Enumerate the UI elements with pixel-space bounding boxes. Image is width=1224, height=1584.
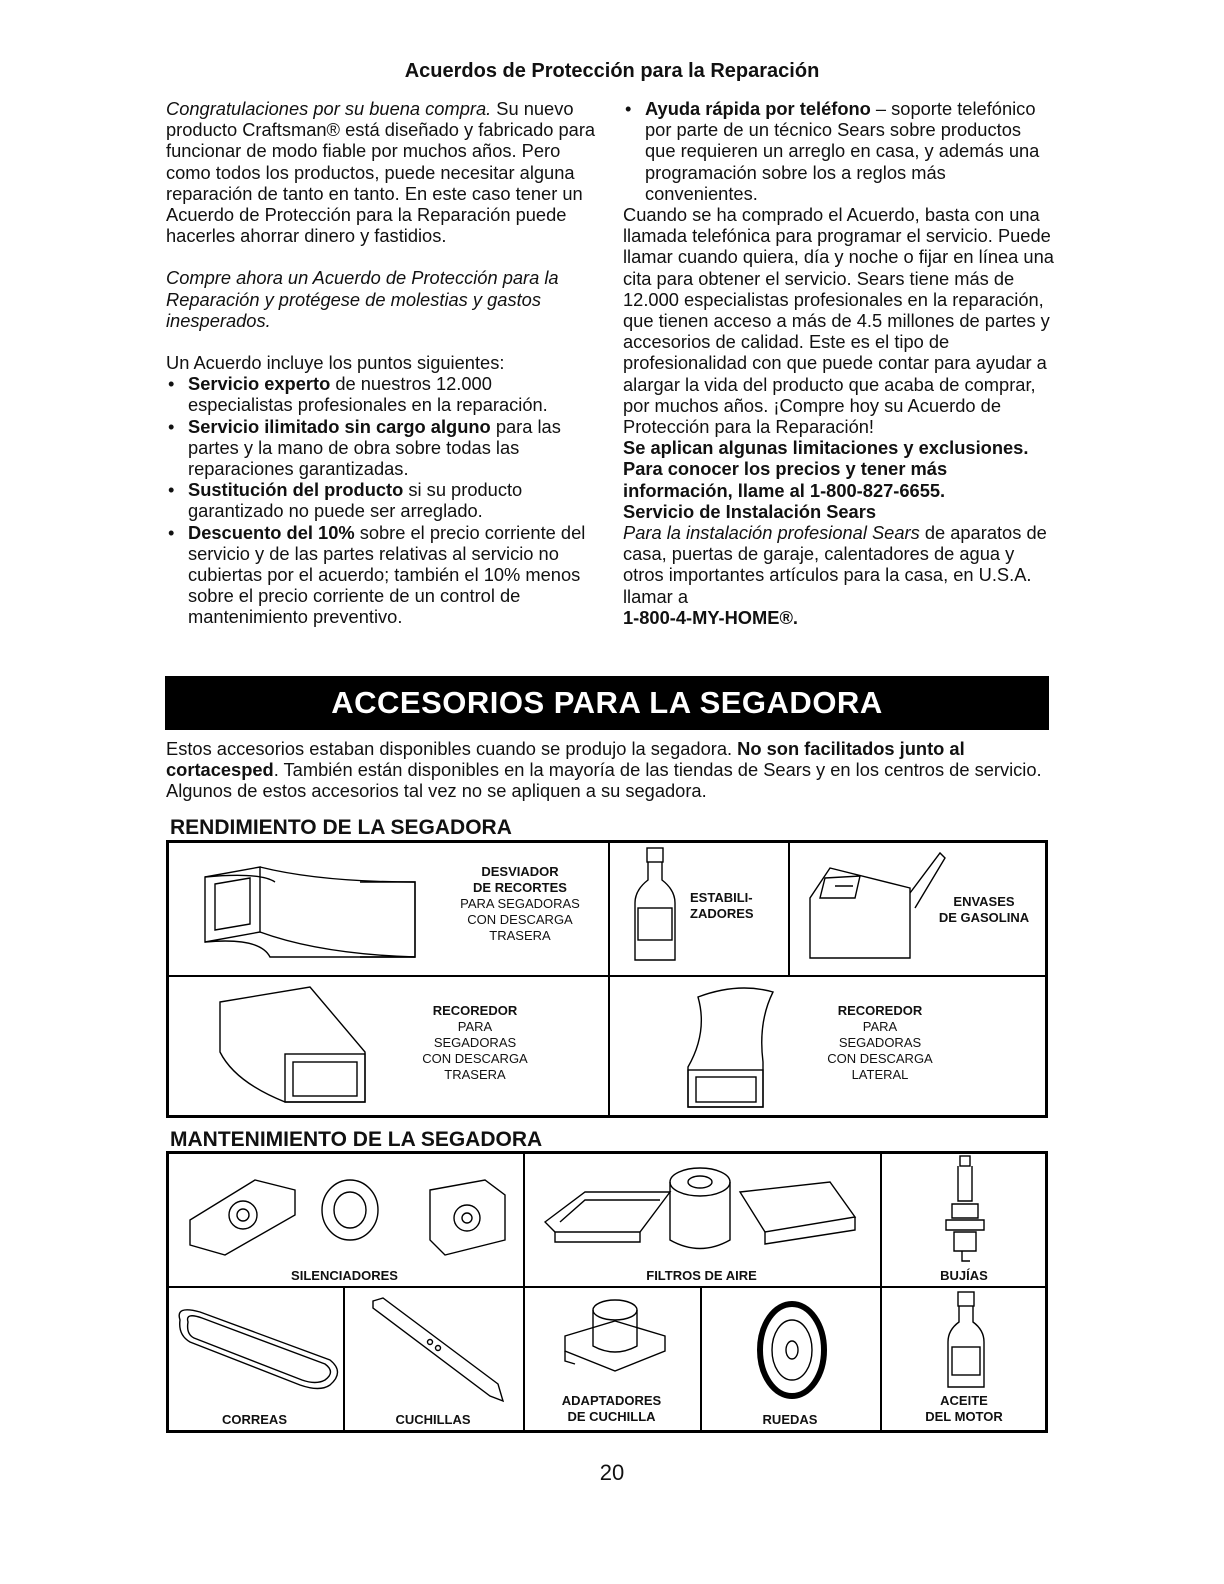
belt-icon [170, 1300, 345, 1395]
gas-can-label: ENVASES DE GASOLINA [938, 894, 1030, 925]
rear-bagger-icon [215, 982, 375, 1112]
includes-heading: Un Acuerdo incluye los puntos siguientes: [166, 352, 505, 374]
buy-now-paragraph: Compre ahora un Acuerdo de Protección para la Reparación y protégese de molestias y gastos inesperados. [166, 267, 559, 331]
deflector-icon [200, 862, 430, 962]
oil-bottle-icon [944, 1292, 988, 1392]
engine-oil-label: ACEITE DEL MOTOR [925, 1393, 1003, 1424]
side-bagger-label: RECOREDOR PARA SEGADORAS CON DESCARGA LATERAL [827, 1003, 933, 1082]
left-column [166, 98, 596, 628]
list-item: • Servicio ilimitado sin cargo alguno para las partes y la mano de obra sobre todas las reparaciones garantizadas. [166, 416, 596, 480]
list-item: • Ayuda rápida por teléfono – soporte telefónico por parte de un técnico Sears sobre productos que requieren un arreglo en casa, y además una programación sobre los a reglos más convenientes. [623, 98, 1055, 204]
service-paragraph: Cuando se ha comprado el Acuerdo, basta con una llamada telefónica para programar el servicio. Puede llamar cuando quiera, día y noche o fijar en línea una cita para obtener el servicio. Sears tiene más de 12.000 especialistas profesionales en la reparación, que tienen acceso a más de 4.5 millones de partes y accesorios de calidad. Este es el tipo de profesionalidad con que puede contar para ayudar a alargar la vida del producto que acaba de comprar, por muchos años. ¡Compre hoy su Acuerdo de Protección para la Reparación! [623, 204, 1054, 438]
spark-plugs-label: BUJÍAS [940, 1268, 988, 1283]
list-item: • Descuento del 10% sobre el precio corriente del servicio y de las partes relativas al servicio no cubiertas por el acuerdo; también el 10% menos sobre el precio corriente de un control de mantenimiento preventivo. [166, 522, 596, 628]
air-filter-icon [540, 1162, 860, 1262]
congrats-text: Congratulaciones por su buena compra. [166, 98, 492, 119]
blade-icon [368, 1296, 508, 1406]
list-item: • Servicio experto de nuestros 12.000 especialistas profesionales en la reparación. [166, 373, 596, 415]
installation-heading: Servicio de Instalación Sears [623, 500, 877, 522]
limitations-text: Se aplican algunas limitaciones y exclusiones. Para conocer los precios y tener más información, llame al 1-800-827-6655. [623, 437, 1029, 501]
list-item: • Sustitución del producto si su producto garantizado no puede ser arreglado. [166, 479, 596, 521]
section-performance-title: RENDIMIENTO DE LA SEGADORA [170, 816, 512, 839]
page-number: 20 [599, 1460, 625, 1485]
gas-can-icon [805, 848, 945, 963]
accessories-intro: Estos accesorios estaban disponibles cuando se produjo la segadora. No son facilitados junto al cortacesped. También están disponibles en la mayoría de las tiendas de Sears y en los centros de servicio. Algunos de estos accesorios tal vez no se apliquen a su segadora. [166, 738, 1042, 802]
right-column [623, 98, 1055, 628]
air-filters-label: FILTROS DE AIRE [646, 1268, 757, 1283]
phone-help-list [623, 98, 1055, 204]
side-bagger-icon [678, 982, 788, 1112]
wheel-icon [755, 1300, 830, 1400]
stabilizer-bottle-icon [630, 848, 680, 966]
intro-text: Su nuevo producto Craftsman® está diseñado y fabricado para funcionar de modo fiable por muchos años. Pero como todos los productos, puede necesitar alguna reparación de tanto en tanto. En este caso tener un Acuerdo de Protección para la Reparación puede hacerles ahorrar dinero y fastidios. [166, 98, 596, 247]
section-maintenance-title: MANTENIMIENTO DE LA SEGADORA [170, 1128, 543, 1151]
mufflers-label: SILENCIADORES [291, 1268, 398, 1283]
blades-label: CUCHILLAS [395, 1412, 471, 1427]
blade-adapters-label: ADAPTADORES DE CUCHILLA [561, 1393, 662, 1424]
rear-bagger-label: RECOREDOR PARA SEGADORAS CON DESCARGA TRASERA [422, 1003, 528, 1082]
installation-paragraph: Para la instalación profesional Sears de aparatos de casa, puertas de garaje, calentadores de agua y otros importantes artículos para la casa, en U.S.A. llamar a [623, 522, 1047, 607]
deflector-label: DESVIADOR DE RECORTES PARA SEGADORAS CON DESCARGA TRASERA [460, 864, 580, 943]
benefits-list [166, 373, 596, 627]
page-title: Acuerdos de Protección para la Reparación [404, 60, 820, 82]
spark-plug-icon [940, 1156, 990, 1266]
blade-adapter-icon [560, 1296, 670, 1386]
intro-paragraph [166, 98, 596, 246]
accessories-banner: ACCESORIOS PARA LA SEGADORA [165, 676, 1049, 730]
muffler-icon [185, 1170, 515, 1265]
belts-label: CORREAS [221, 1412, 287, 1427]
installation-phone: 1-800-4-MY-HOME®. [623, 606, 798, 628]
wheels-label: RUEDAS [762, 1412, 818, 1427]
stabilizer-label: ESTABILI- ZADORES [690, 890, 754, 921]
